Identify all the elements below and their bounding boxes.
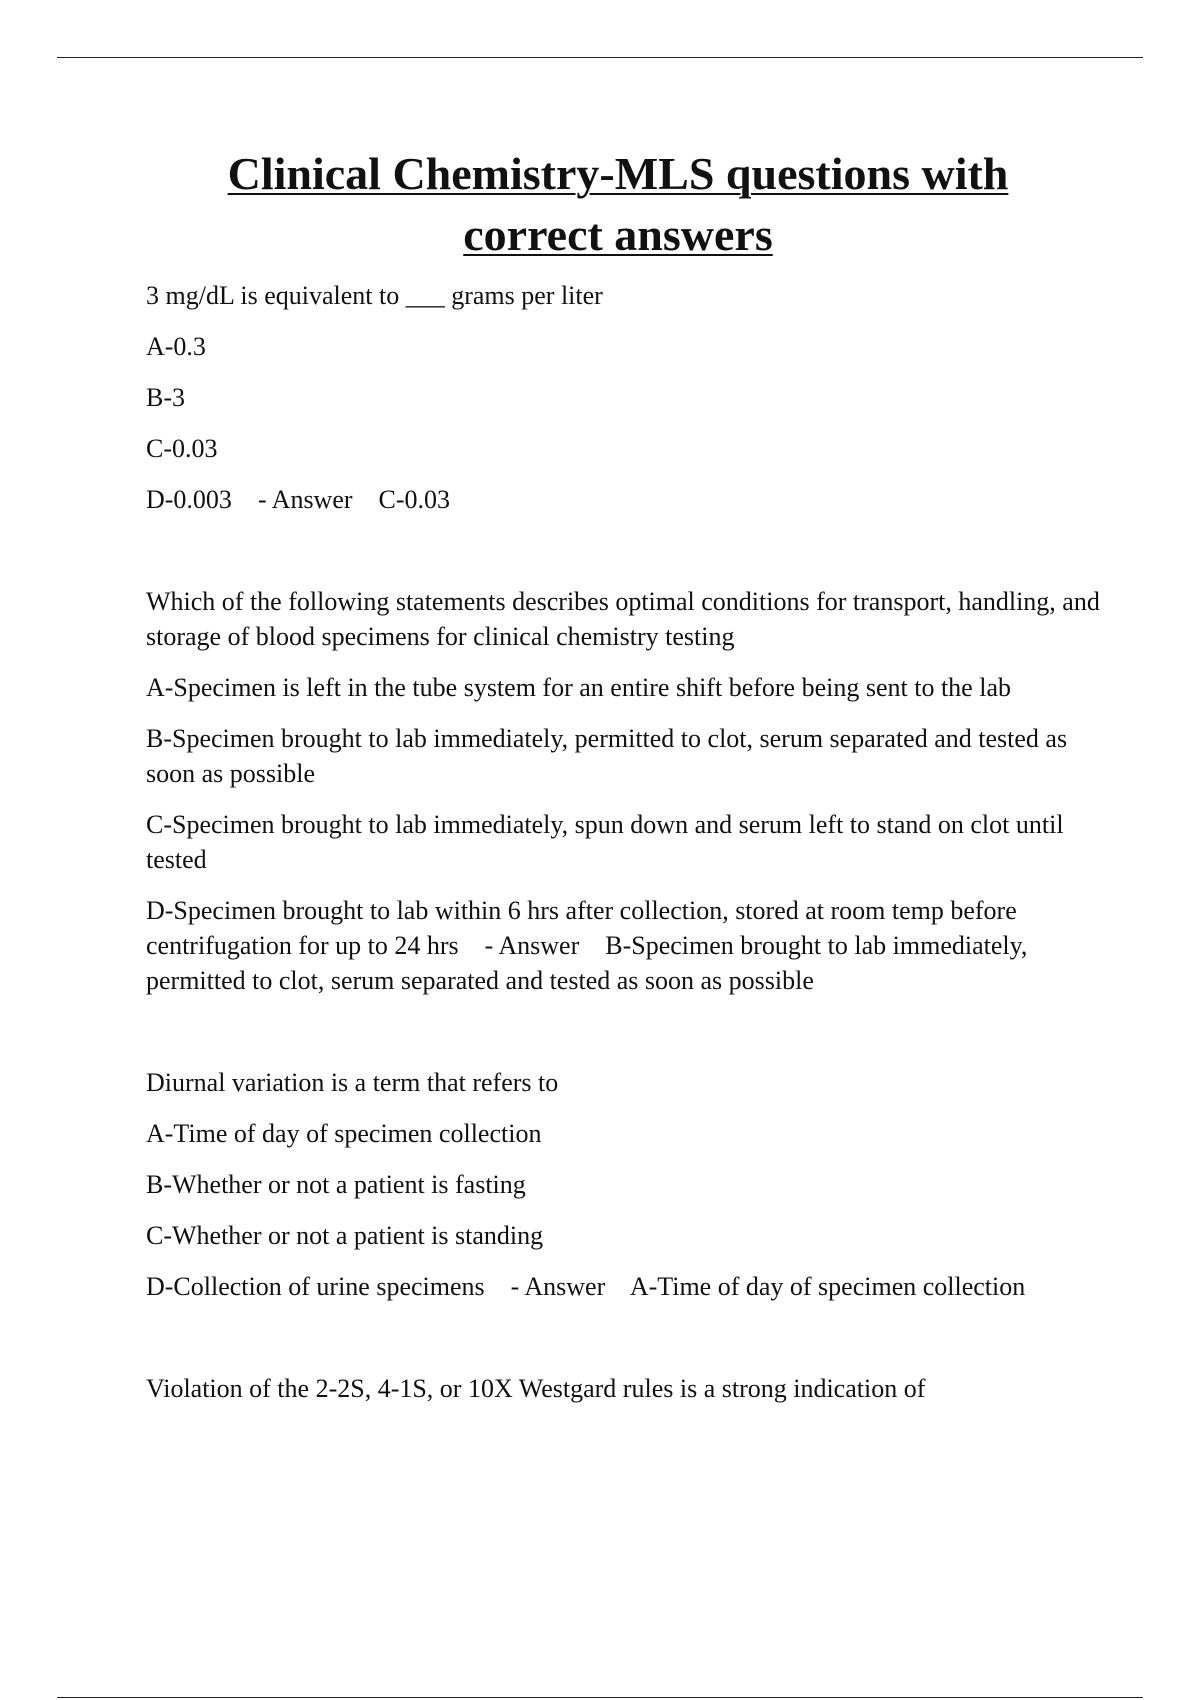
option-c: C-0.03 xyxy=(146,434,218,463)
document-title xyxy=(0,143,1200,265)
answer-text: C-0.03 xyxy=(378,485,451,514)
answer-text: A-Time of day of specimen collection xyxy=(629,1272,1026,1301)
question-block xyxy=(146,584,1106,998)
option-b: B-Whether or not a patient is fasting xyxy=(146,1170,526,1199)
question-text: 3 mg/dL is equivalent to ___ grams per liter xyxy=(146,281,603,310)
answer-text: B-Specimen brought to lab immediately, permitted to clot, serum separated and tested as soon as possible xyxy=(146,931,1028,995)
option-c: C-Specimen brought to lab immediately, spun down and serum left to stand on clot until tested xyxy=(146,810,1064,874)
header-rule xyxy=(57,57,1143,58)
question-block xyxy=(146,1065,1106,1304)
option-d: D-Specimen brought to lab within 6 hrs after collection, stored at room temp before centrifugation for up to 24 hrs xyxy=(146,896,1017,960)
option-a: A-0.3 xyxy=(146,332,206,361)
option-b: B-Specimen brought to lab immediately, permitted to clot, serum separated and tested as soon as possible xyxy=(146,724,1068,788)
option-d-with-answer xyxy=(146,893,1106,998)
question-block xyxy=(146,1371,1106,1406)
option-d: D-Collection of urine specimens xyxy=(146,1272,485,1301)
question-block xyxy=(146,278,1106,517)
answer-label: - Answer xyxy=(257,485,353,514)
title-line-1: Clinical Chemistry-MLS questions with xyxy=(227,148,1009,199)
question-text: Which of the following statements describes optimal conditions for transport, handling, and storage of blood specimens for clinical chemistry testing xyxy=(146,587,1100,651)
footer-rule xyxy=(57,1697,1143,1698)
question-text: Violation of the 2-2S, 4-1S, or 10X Westgard rules is a strong indication of xyxy=(146,1374,926,1403)
answer-label: - Answer xyxy=(510,1272,606,1301)
answer-label: - Answer xyxy=(484,931,580,960)
option-d-with-answer xyxy=(146,1269,1106,1304)
option-b: B-3 xyxy=(146,383,185,412)
question-text: Diurnal variation is a term that refers to xyxy=(146,1068,559,1097)
title-line-2: correct answers xyxy=(463,209,773,260)
option-a: A-Specimen is left in the tube system for an entire shift before being sent to the lab xyxy=(146,673,1011,702)
option-c: C-Whether or not a patient is standing xyxy=(146,1221,544,1250)
document-body xyxy=(146,278,1106,1422)
option-d-with-answer xyxy=(146,482,1106,517)
option-a: A-Time of day of specimen collection xyxy=(146,1119,542,1148)
option-d: D-0.003 xyxy=(146,485,232,514)
